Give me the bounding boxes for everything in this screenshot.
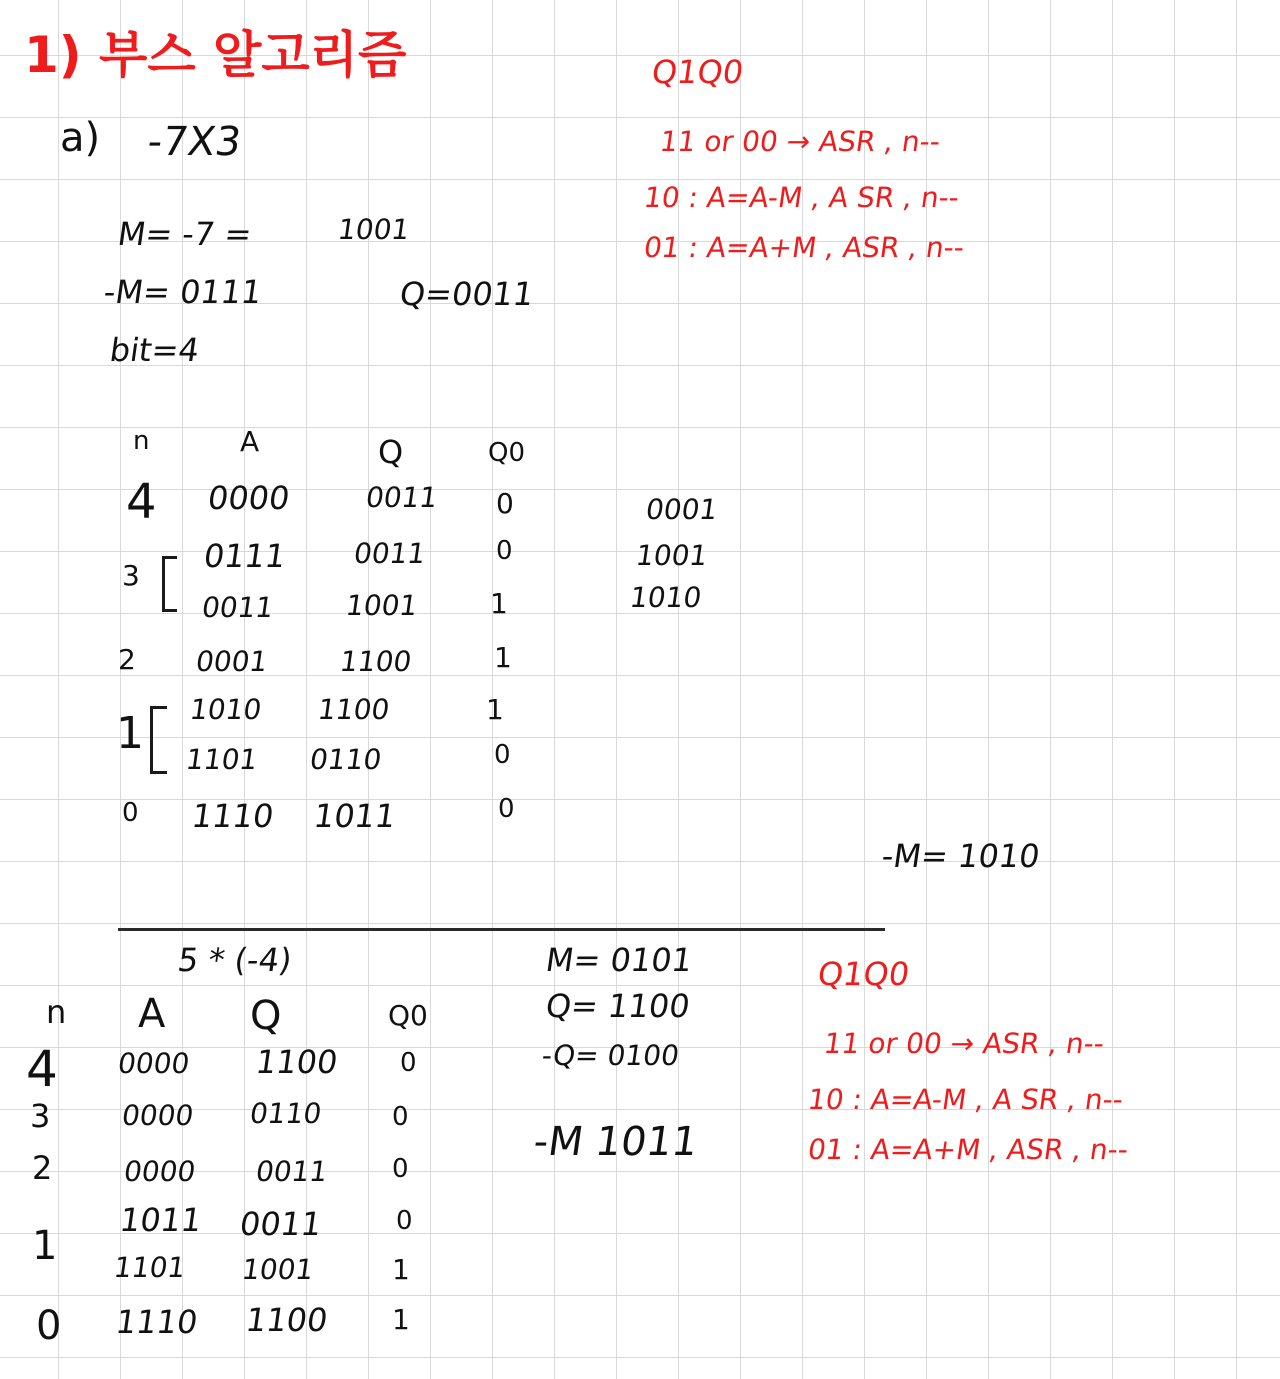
rules-bottom-line-3: 01 : A=A+M , ASR , n-- <box>805 1133 1131 1166</box>
part-a-n-1: 1 <box>116 708 144 759</box>
rules-bottom-line-2: 10 : A=A-M , A SR , n-- <box>805 1083 1126 1116</box>
part-a-m-value: 1001 <box>335 213 412 246</box>
part-b-header-a: A <box>138 991 166 1037</box>
part-a-n-2: 2 <box>118 643 136 676</box>
rules-header-bottom: Q1Q0 <box>815 955 912 993</box>
part-b-row-1-q: 0110 <box>247 1097 324 1130</box>
page-title: 1) 부스 알고리즘 <box>24 26 407 84</box>
part-a-m-line: M= -7 = <box>115 215 255 253</box>
rules-bottom-line-1: 11 or 00 → ASR , n-- <box>821 1027 1107 1060</box>
part-a-row-1-q0: 0 <box>496 536 513 566</box>
part-a-n-4: 4 <box>126 474 157 530</box>
part-b-row-1-a: 0000 <box>119 1099 196 1132</box>
part-b-row-1-q0: 0 <box>392 1102 409 1132</box>
rules-top-line-2: 10 : A=A-M , A SR , n-- <box>641 181 962 214</box>
rules-header-top: Q1Q0 <box>649 53 746 91</box>
part-b-row-0-q0: 0 <box>400 1048 417 1078</box>
part-a-row-6-a: 1110 <box>189 797 277 835</box>
part-b-row-4-q: 1001 <box>239 1253 316 1286</box>
part-b-row-4-a: 1101 <box>111 1251 188 1284</box>
part-b-neg-q: -Q= 0100 <box>539 1039 682 1072</box>
part-a-neg-m-right: -M= 1010 <box>879 837 1043 875</box>
part-b-row-0-a: 0000 <box>115 1047 192 1080</box>
part-a-row-6-q: 1011 <box>311 797 399 835</box>
part-b-header-q: Q <box>250 993 282 1039</box>
part-a-problem: -7X3 <box>144 119 244 165</box>
part-a-row-0-a: 0000 <box>205 479 293 517</box>
part-b-n-4: 4 <box>26 1040 58 1098</box>
part-a-row-1-q: 0011 <box>351 537 428 570</box>
part-b-n-0: 0 <box>36 1303 62 1349</box>
section-divider <box>118 928 885 931</box>
part-a-row-2-q0: 1 <box>490 587 508 620</box>
part-a-row-2-q: 1001 <box>343 589 420 622</box>
part-b-row-5-q0: 1 <box>392 1303 410 1336</box>
part-b-row-2-q0: 0 <box>392 1154 409 1184</box>
part-a-row-6-q0: 0 <box>498 794 515 824</box>
part-a-row-3-q0: 1 <box>494 641 512 674</box>
side-calc-line-2: 1001 <box>633 539 710 572</box>
part-b-row-4-q0: 1 <box>392 1253 410 1286</box>
part-a-row-3-a: 0001 <box>193 645 270 678</box>
part-b-problem: 5 * (-4) <box>175 941 295 979</box>
part-a-label: a) <box>60 115 101 161</box>
side-calc-line-3: 1010 <box>627 581 704 614</box>
part-b-row-2-a: 0000 <box>121 1155 198 1188</box>
part-a-header-q0: Q0 <box>488 438 526 468</box>
part-b-header-q0: Q0 <box>388 999 428 1032</box>
part-a-row-5-a: 1101 <box>183 743 260 776</box>
part-b-row-5-q: 1100 <box>243 1301 331 1339</box>
part-a-row-4-q0: 1 <box>486 693 504 726</box>
part-b-n-2: 2 <box>32 1149 53 1187</box>
part-b-m-value: M= 0101 <box>543 941 695 979</box>
part-a-row-5-q0: 0 <box>494 740 511 770</box>
part-a-row-0-q0: 0 <box>496 487 514 520</box>
rules-top-line-3: 01 : A=A+M , ASR , n-- <box>641 231 967 264</box>
part-a-header-a: A <box>240 425 260 458</box>
part-b-row-3-q0: 0 <box>396 1206 413 1236</box>
side-calc-line-1: 0001 <box>643 493 720 526</box>
part-b-q-value: Q= 1100 <box>543 987 693 1025</box>
part-a-row-3-q: 1100 <box>337 645 414 678</box>
part-b-row-3-a: 1011 <box>117 1201 205 1239</box>
part-a-row-4-q: 1100 <box>315 693 392 726</box>
part-a-neg-m: -M= 0111 <box>101 273 265 311</box>
part-a-n-0: 0 <box>122 798 139 828</box>
part-a-row-0-q: 0011 <box>363 481 440 514</box>
part-b-row-3-q: 0011 <box>237 1205 325 1243</box>
part-a-bit: bit=4 <box>107 331 202 369</box>
part-a-row-4-a: 1010 <box>187 693 264 726</box>
part-b-row-2-q: 0011 <box>253 1155 330 1188</box>
part-a-q-value: Q=0011 <box>397 275 537 313</box>
part-b-n-3: 3 <box>30 1097 51 1135</box>
part-a-row-1-a: 0111 <box>201 537 289 575</box>
part-b-n-1: 1 <box>32 1223 58 1269</box>
part-b-header-n: n <box>46 993 67 1031</box>
part-a-n-3: 3 <box>122 559 140 592</box>
part-b-neg-m: -M 1011 <box>530 1119 701 1165</box>
part-b-row-0-q: 1100 <box>253 1043 341 1081</box>
part-a-header-n: n <box>133 426 150 456</box>
part-a-row-5-q: 0110 <box>307 743 384 776</box>
part-a-row-2-a: 0011 <box>199 591 276 624</box>
part-a-bracket-n3 <box>162 556 177 612</box>
part-b-row-5-a: 1110 <box>113 1303 201 1341</box>
part-a-bracket-n1 <box>150 706 167 774</box>
rules-top-line-1: 11 or 00 → ASR , n-- <box>657 125 943 158</box>
part-a-header-q: Q <box>378 433 404 471</box>
